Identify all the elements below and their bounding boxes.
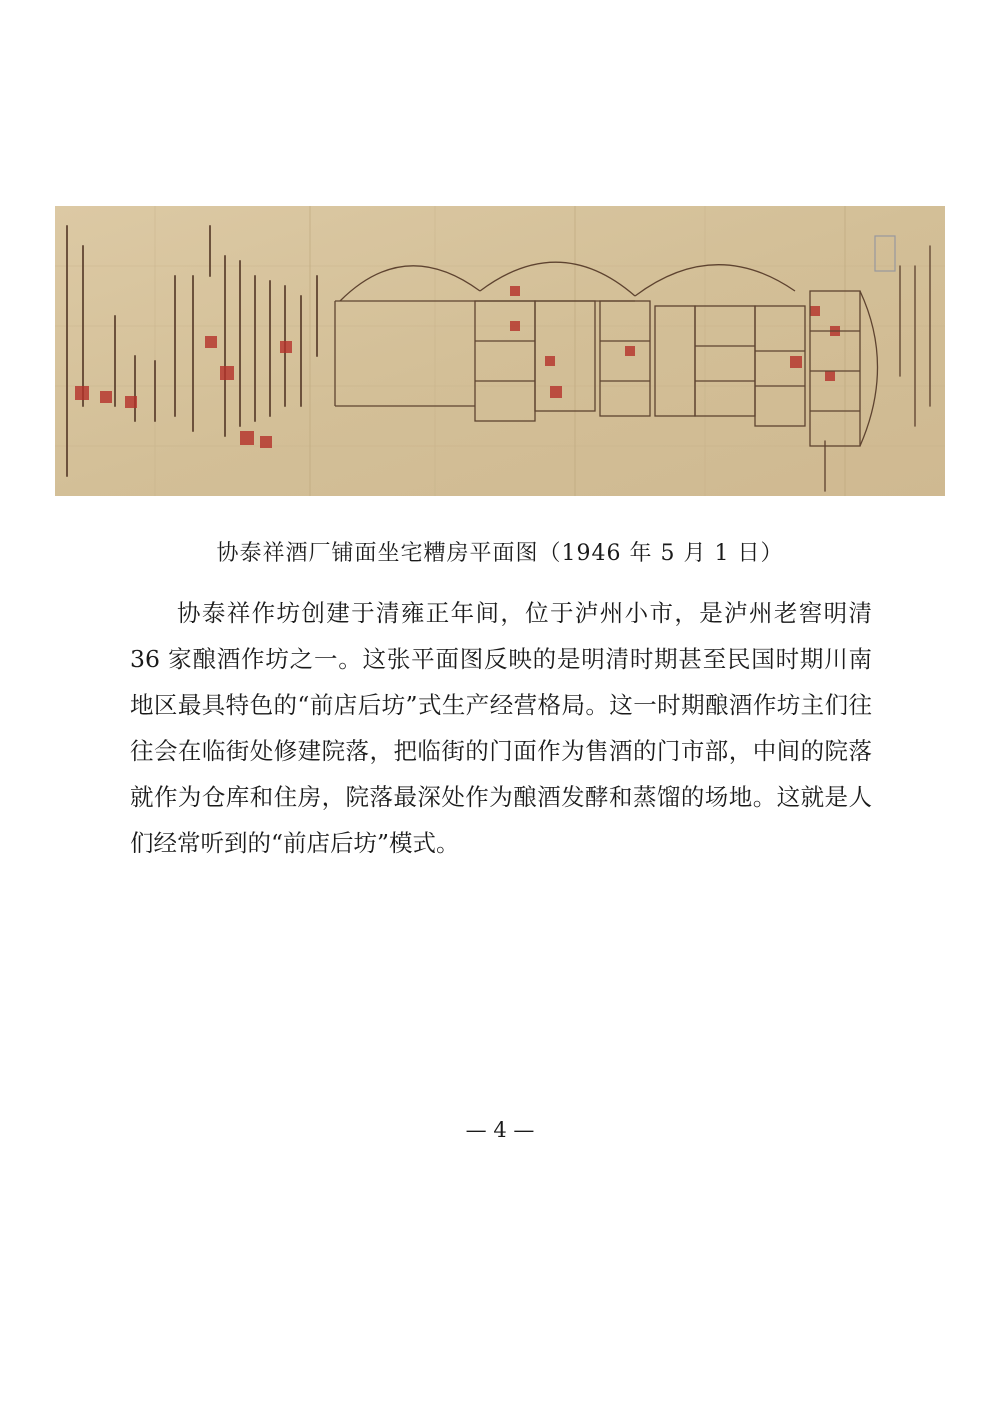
page-number: — 4 — — [465, 1118, 535, 1142]
body-text — [130, 590, 872, 866]
figure-caption: 协泰祥酒厂铺面坐宅糟房平面图（1946 年 5 月 1 日） — [216, 541, 784, 566]
historical-floor-plan-image — [55, 206, 945, 496]
historical-map-icon — [55, 206, 945, 496]
paragraph: 协泰祥作坊创建于清雍正年间，位于泸州小市，是泸州老窖明清 36 家酿酒作坊之一。这张平面图反映的是明清时期甚至民国时期川南地区最具特色的“前店后坊”式生产经营格局。这一时期酿酒作坊主们往往会在临街处修建院落，把临街的门面作为售酒的门市部，中间的院落就作为仓库和住房，院落最深处作为酿酒发酵和蒸馏的场地。这就是人们经常听到的“前店后坊”模式。 — [130, 599, 872, 857]
